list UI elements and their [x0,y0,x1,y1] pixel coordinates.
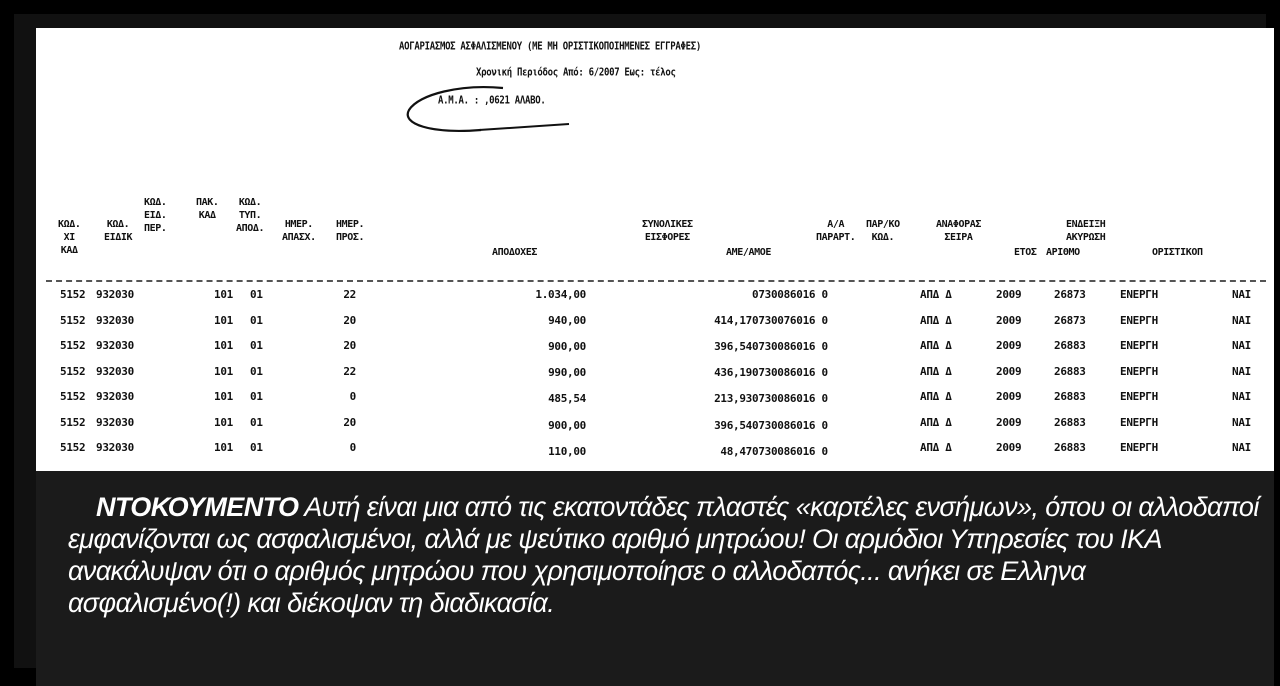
cell-eisfores: 48,47 [720,444,752,458]
cell-days: 0 [349,390,356,403]
cell-eidik: 932030 [96,288,134,301]
cell-etos: 2009 [996,313,1022,327]
cell-eidik: 932030 [96,339,134,352]
cell-days: 20 [343,339,356,352]
cell-seira: ΑΠΔ Δ [920,313,952,327]
cell-akyrosi: ΕΝΕΡΓΗ [1120,441,1158,454]
cell-akyrosi: ΕΝΕΡΓΗ [1120,364,1158,378]
document-title: ΑΟΓΑΡΙΑΣΜΟΣ ΑΣΦΑΛΙΣΜΕΝΟΥ (ΜΕ ΜΗ ΟΡΙΣΤΙΚΟΠΟΙΗΜΕΝΕΣ ΕΓΓΡΑΦΕΣ) [399,41,701,53]
column-header: ΑΝΑΦΟΡΑΣ ΣΕΙΡΑ [936,219,981,243]
column-header: ΕΝΔΕΙΞΗ ΑΚΥΡΩΣΗ [1066,219,1106,243]
cell-arithmo: 26883 [1054,441,1086,454]
cell-akyrosi: ΕΝΕΡΓΗ [1120,390,1158,403]
cell-ame: 0730086016 0 [752,340,828,354]
column-header: ΚΩΔ. ΕΙΔ. ΠΕΡ. [144,197,167,234]
cell-akyrosi: ΕΝΕΡΓΗ [1120,415,1158,429]
cell-arithmo: 26883 [1054,339,1086,352]
cell-apodoxes: 110,00 [548,444,586,458]
caption-box [36,471,1274,686]
cell-kad: 5152 [60,415,86,429]
cell-etos: 2009 [996,390,1022,403]
column-header: ΠΑΡ/ΚΟ ΚΩΔ. [866,219,900,243]
cell-oristikop: ΝΑΙ [1232,364,1251,378]
cell-oristikop: ΝΑΙ [1232,415,1251,429]
cell-ame: 0730076016 0 [752,314,828,328]
column-header: ΑΠΟΔΟΧΕΣ [492,247,537,258]
cell-kad: 5152 [60,313,86,327]
caption-body: Αυτή είναι μια από τις εκατοντάδες πλαστές «καρτέλες ενσήμων», όπου οι αλλοδαποί εμφανίζονται ως ασφαλισμένοι, αλλά με ψεύτικο αριθμό μητρώου! Οι αρμόδιοι Υπηρεσίες του ΙΚΑ ανακάλυψαν ότι ο αριθμός μητρώου που χρησιμοποίησε ο αλλοδαπός... ανήκει σε Ελληνα ασφαλισμένο(!) και διέκοψαν τη διαδικασία. [68,492,1259,618]
cell-pak: 101 [214,415,233,429]
cell-apodoxes: 900,00 [548,340,586,354]
cell-ame: 0730086016 0 [752,418,828,432]
column-header: ΠΑΚ. ΚΑΔ [196,197,219,221]
cell-eidik: 932030 [96,390,134,403]
cell-days: 22 [343,364,356,378]
cell-days: 20 [343,313,356,327]
cell-apodoxes: 940,00 [548,314,586,328]
cell-seira: ΑΠΔ Δ [920,364,952,378]
column-header: ΑΡΙΘΜΟ [1046,247,1080,258]
cell-pak: 101 [214,364,233,378]
column-header: ΗΜΕΡ. ΑΠΑΣΧ. [282,219,316,243]
cell-typ: 01 [250,339,263,352]
column-header: ΕΤΟΣ [1014,247,1037,258]
cell-days: 0 [349,441,356,454]
cell-apodoxes: 1.034,00 [535,288,586,301]
column-header: ΚΩΔ. ΧΙ ΚΑΔ [58,219,81,256]
cell-etos: 2009 [996,441,1022,454]
column-header: ΟΡΙΣΤΙΚΟΠ [1152,247,1203,258]
cell-eisfores: 396,54 [714,340,752,354]
cell-kad: 5152 [60,288,86,301]
cell-days: 20 [343,415,356,429]
caption-lead: ΝΤΟΚΟΥΜΕΝΤΟ [96,492,299,522]
cell-eidik: 932030 [96,364,134,378]
cell-eisfores: 213,93 [714,392,752,406]
column-header: ΗΜΕΡ. ΠΡΟΣ. [336,219,365,243]
cell-oristikop: ΝΑΙ [1232,390,1251,403]
cell-arithmo: 26883 [1054,415,1086,429]
cell-akyrosi: ΕΝΕΡΓΗ [1120,313,1158,327]
cell-eidik: 932030 [96,415,134,429]
cell-typ: 01 [250,390,263,403]
column-header: Α/Α ΠΑΡΑΡΤ. [816,219,856,243]
scanned-document [36,28,1274,471]
cell-akyrosi: ΕΝΕΡΓΗ [1120,288,1158,301]
header-divider [46,280,1266,282]
cell-oristikop: ΝΑΙ [1232,288,1251,301]
cell-pak: 101 [214,441,233,454]
cell-pak: 101 [214,390,233,403]
pen-scribble-mark [391,80,581,140]
cell-pak: 101 [214,339,233,352]
cell-ame: 0730086016 0 [752,444,828,458]
document-period: Χρονική Περιόδος Από: 6/2007 Εως: τέλος [476,67,676,79]
cell-kad: 5152 [60,339,86,352]
cell-eisfores: 396,54 [714,418,752,432]
column-header: ΚΩΔ. ΕΙΔΙΚ [104,219,133,243]
cell-seira: ΑΠΔ Δ [920,441,952,454]
cell-oristikop: ΝΑΙ [1232,441,1251,454]
cell-arithmo: 26873 [1054,288,1086,301]
cell-arithmo: 26873 [1054,313,1086,327]
column-header: ΣΥΝΟΛΙΚΕΣ ΕΙΣΦΟΡΕΣ [642,219,693,243]
cell-arithmo: 26883 [1054,364,1086,378]
column-header: ΚΩΔ. ΤΥΠ. ΑΠΟΔ. [236,197,265,234]
cell-seira: ΑΠΔ Δ [920,288,952,301]
cell-eisfores: 436,19 [714,366,752,380]
cell-akyrosi: ΕΝΕΡΓΗ [1120,339,1158,352]
cell-kad: 5152 [60,390,86,403]
cell-apodoxes: 990,00 [548,366,586,380]
cell-ame: 0730086016 0 [752,288,828,301]
cell-apodoxes: 485,54 [548,392,586,406]
cell-kad: 5152 [60,364,86,378]
cell-ame: 0730086016 0 [752,392,828,406]
cell-oristikop: ΝΑΙ [1232,339,1251,352]
cell-oristikop: ΝΑΙ [1232,313,1251,327]
cell-arithmo: 26883 [1054,390,1086,403]
cell-seira: ΑΠΔ Δ [920,339,952,352]
cell-typ: 01 [250,415,263,429]
cell-kad: 5152 [60,441,86,454]
cell-etos: 2009 [996,339,1022,352]
document-ama: Α.Μ.Α. : ,0621 ΑΛΑΒΟ. [438,95,546,107]
caption-text [68,491,1264,619]
cell-days: 22 [343,288,356,301]
cell-typ: 01 [250,288,263,301]
cell-ame: 0730086016 0 [752,366,828,380]
cell-eidik: 932030 [96,313,134,327]
cell-etos: 2009 [996,415,1022,429]
photo-frame [14,14,1266,668]
cell-pak: 101 [214,288,233,301]
cell-eidik: 932030 [96,441,134,454]
cell-typ: 01 [250,364,263,378]
cell-etos: 2009 [996,364,1022,378]
cell-etos: 2009 [996,288,1022,301]
cell-eisfores: 414,17 [714,314,752,328]
cell-pak: 101 [214,313,233,327]
cell-seira: ΑΠΔ Δ [920,415,952,429]
column-header: ΑΜΕ/ΑΜΟΕ [726,247,771,258]
cell-seira: ΑΠΔ Δ [920,390,952,403]
cell-apodoxes: 900,00 [548,418,586,432]
cell-typ: 01 [250,441,263,454]
cell-typ: 01 [250,313,263,327]
